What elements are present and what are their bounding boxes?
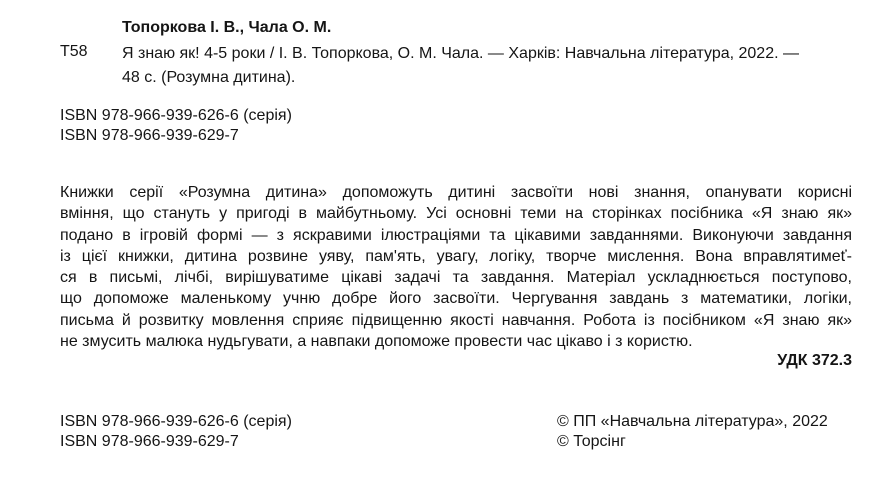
isbn-block-bottom [60,412,292,452]
bibliographic-line: Я знаю як! 4-5 роки / І. В. Топоркова, О. М. Чала. — Харків: Навчальна література, 2022. — [122,45,799,62]
annotation-line: подано в ігровій формі — з яскравими ілюстраціями та цікавими завданнями. Виконуючи завдання [60,226,852,244]
annotation-line: вміння, що стануть у пригоді в майбутньому. Усі основні теми на сторінках посібника «Я знаю як» [60,205,852,223]
isbn-book: ISBN 978-966-939-629-7 [60,127,239,144]
isbn-series: ISBN 978-966-939-626-6 (серія) [60,107,292,124]
bibliographic-description [122,42,862,90]
annotation-line: що допоможе маленькому учню добре його засвоїти. Чергування завдань з математики, логіки, [60,290,852,308]
isbn-block-top [60,106,292,146]
annotation-line: письма й розвитку мовлення сприяє підвищенню якості навчання. Робота із посібником «Я знаю як» [60,311,852,329]
copyright-designer: © Торсінг [557,433,626,450]
isbn-series: ISBN 978-966-939-626-6 (серія) [60,413,292,430]
annotation-line: не змусить малюка нудьгувати, а навпаки допоможе провести час цікаво і з користю. [60,333,693,351]
annotation-paragraph [60,182,852,352]
copyright-block [557,412,828,452]
annotation-line: Книжки серії «Розумна дитина» допоможуть дитині засвоїти нові знання, опанувати корисні [60,184,852,201]
library-code: Т58 [60,43,88,60]
udk-code: УДК 372.3 [777,352,852,369]
copyright-publisher: © ПП «Навчальна література», 2022 [557,413,828,430]
annotation-line: із цієї книжки, дитина розвине уяву, пам'ять, увагу, логіку, творче мислення. Вона вправлятимеť- [60,247,852,265]
bibliographic-line: 48 с. (Розумна дитина). [122,69,296,86]
isbn-book: ISBN 978-966-939-629-7 [60,433,239,450]
author-names: Топоркова І. В., Чала О. М. [122,19,332,36]
annotation-line: ся в письмі, лічбі, вирішуватиме цікаві задачі та завдання. Матеріал ускладнюється поступово, [60,269,852,287]
